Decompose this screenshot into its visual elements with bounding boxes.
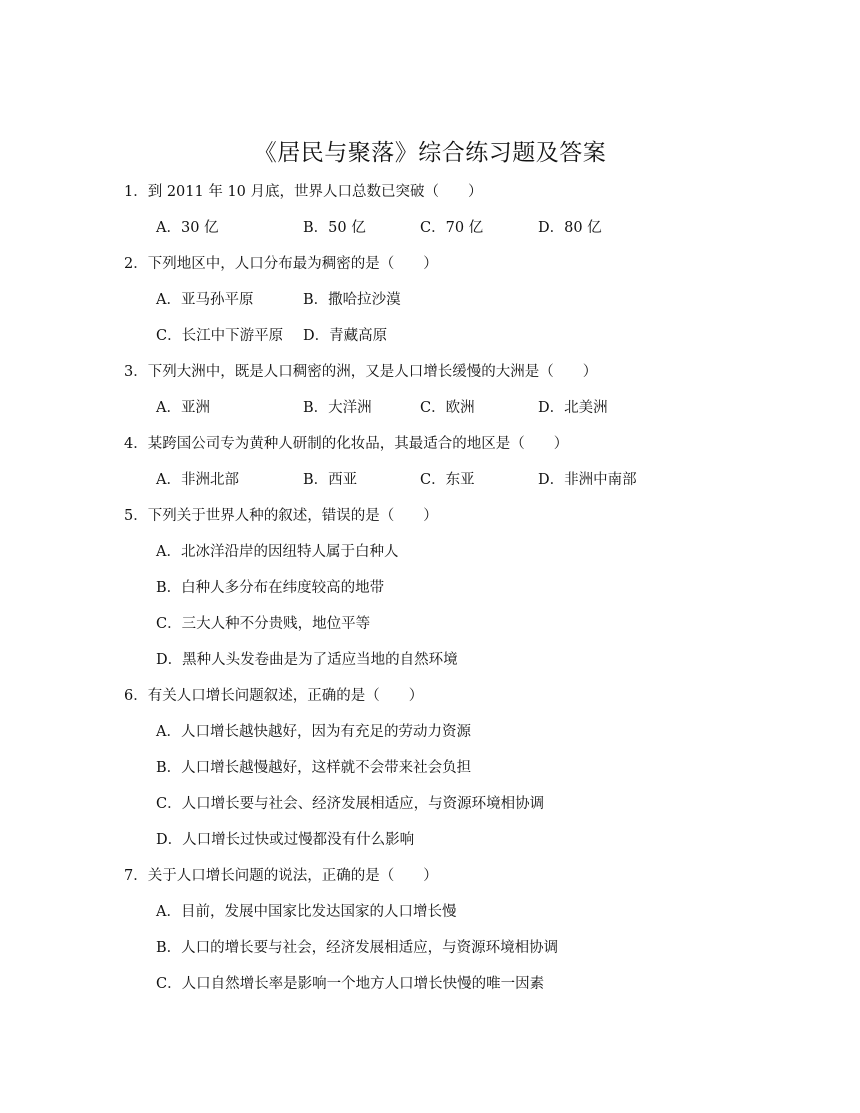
question-2-option-b: B．撒哈拉沙漠 xyxy=(303,292,401,308)
question-5-option-b: B．白种人多分布在纬度较高的地带 xyxy=(156,580,385,596)
question-3-option-d: D．北美洲 xyxy=(538,400,608,416)
question-5-option-d: D．黑种人头发卷曲是为了适应当地的自然环境 xyxy=(156,652,458,668)
question-3-option-c: C．欧洲 xyxy=(420,400,475,416)
question-1-option-a: A．30 亿 xyxy=(156,220,219,236)
question-1-option-c: C．70 亿 xyxy=(420,220,484,236)
question-2-stem: 2．下列地区中，人口分布最为稠密的是（ ） xyxy=(124,256,438,272)
question-4-option-b: B．西亚 xyxy=(303,472,358,488)
question-5-option-a: A．北冰洋沿岸的因纽特人属于白种人 xyxy=(156,544,399,560)
question-6-option-a: A．人口增长越快越好，因为有充足的劳动力资源 xyxy=(156,724,471,740)
question-1-stem: 1．到 2011 年 10 月底，世界人口总数已突破（ ） xyxy=(124,184,483,200)
question-5-stem: 5．下列关于世界人种的叙述，错误的是（ ） xyxy=(124,508,438,524)
question-2-option-d: D．青藏高原 xyxy=(303,328,388,344)
question-7-option-b: B．人口的增长要与社会，经济发展相适应，与资源环境相协调 xyxy=(156,940,559,956)
question-1-option-b: B．50 亿 xyxy=(303,220,366,236)
question-6-option-c: C．人口增长要与社会、经济发展相适应，与资源环境相协调 xyxy=(156,796,545,812)
question-6-stem: 6．有关人口增长问题叙述，正确的是（ ） xyxy=(124,688,424,704)
question-4-option-a: A．非洲北部 xyxy=(156,472,239,488)
question-2-option-c: C．长江中下游平原 xyxy=(156,328,284,344)
question-3-stem: 3．下列大洲中，既是人口稠密的洲，又是人口增长缓慢的大洲是（ ） xyxy=(124,364,598,380)
question-4-stem: 4．某跨国公司专为黄种人研制的化妆品，其最适合的地区是（ ） xyxy=(124,436,569,452)
document-title: 《居民与聚落》综合练习题及答案 xyxy=(253,140,607,166)
question-7-option-c: C．人口自然增长率是影响一个地方人口增长快慢的唯一因素 xyxy=(156,976,545,992)
question-7-stem: 7．关于人口增长问题的说法，正确的是（ ） xyxy=(124,868,438,884)
question-4-option-c: C．东亚 xyxy=(420,472,475,488)
question-6-option-b: B．人口增长越慢越好，这样就不会带来社会负担 xyxy=(156,760,472,776)
question-1-option-d: D．80 亿 xyxy=(538,220,602,236)
question-2-option-a: A．亚马孙平原 xyxy=(156,292,254,308)
question-7-option-a: A．目前，发展中国家比发达国家的人口增长慢 xyxy=(156,904,457,920)
question-6-option-d: D．人口增长过快或过慢都没有什么影响 xyxy=(156,832,415,848)
question-3-option-a: A．亚洲 xyxy=(156,400,210,416)
question-4-option-d: D．非洲中南部 xyxy=(538,472,637,488)
question-3-option-b: B．大洋洲 xyxy=(303,400,372,416)
question-5-option-c: C．三大人种不分贵贱，地位平等 xyxy=(156,616,371,632)
